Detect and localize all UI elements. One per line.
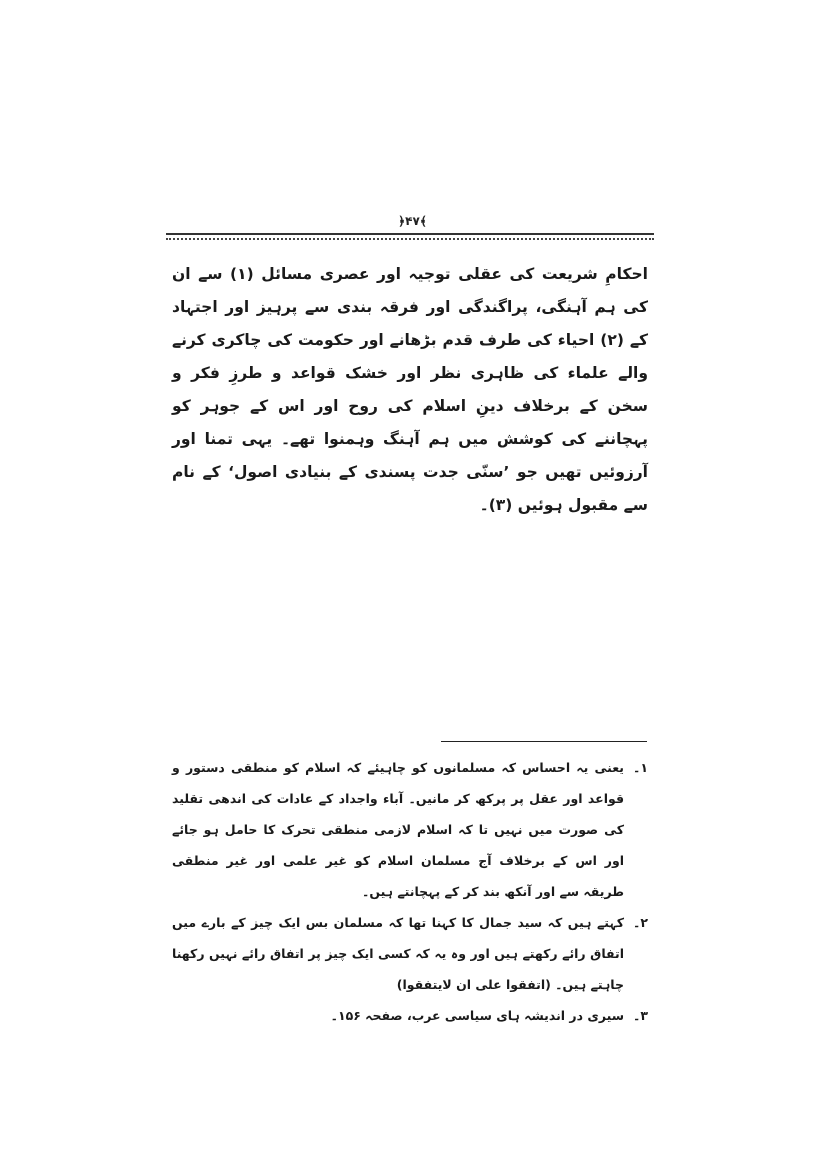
footnote-text: سیری در اندیشہ ہای سیاسی عرب، صفحہ ۱۵۶۔: [330, 1008, 624, 1023]
footnote-number: ۱۔: [633, 760, 648, 775]
footnote-item: [172, 1000, 648, 1031]
footnote-number: ۲۔: [633, 915, 648, 930]
footnotes: [172, 752, 648, 1031]
footnote-separator: [441, 741, 647, 742]
footnote-number: ۳۔: [633, 1008, 648, 1023]
body-text: [172, 258, 648, 522]
footnote-text: کہتے ہیں کہ سید جمال کا کہنا تھا کہ مسلمان بس ایک چیز کے بارے میں اتفاق رائے رکھتے ہیں اور وہ یہ کہ کسی ایک چیز پر اتفاق رائے نہیں رکھنا چاہتے ہیں۔ (اتفقوا علی ان لایتفقوا): [172, 915, 624, 992]
footnote-item: [172, 907, 648, 1000]
page-number: ﴿۴۷﴾: [398, 214, 427, 228]
header-rule-dotted: [166, 238, 654, 240]
body-paragraph: احکامِ شریعت کی عقلی توجیہ اور عصری مسائل (۱) سے ان کی ہم آہنگی، پراگندگی اور فرقہ بندی سے پرہیز اور اجتہاد کے (۲) احیاء کی طرف قدم بڑھانے اور حکومت کی چاکری کرنے والے علماء کی ظاہری نظر اور خشک قواعد و طرزِ فکر و سخن کے برخلاف دینِ اسلام کی روح اور اس کے جوہر کو پہچاننے کی کوشش میں ہم آہنگ وہمنوا تھے۔ یہی تمنا اور آرزوئیں تھیں جو ’سنّی جدت پسندی کے بنیادی اصول‘ کے نام سے مقبول ہوئیں (۳)۔: [172, 265, 648, 514]
header-rule: [166, 233, 654, 235]
footnote-item: [172, 752, 648, 907]
footnote-text: یعنی یہ احساس کہ مسلمانوں کو چاہیئے کہ اسلام کو منطقی دستور و قواعد اور عقل پر پرکھ کر مانیں۔ آباء واجداد کے عادات کی اندھی تقلید کی صورت میں نہیں تا کہ اسلام لازمی منطقی تحرک کا حامل ہو جائے اور اس کے برخلاف آج مسلمان اسلام کو غیر علمی اور غیر منطقی طریقہ سے اور آنکھ بند کر کے پہچانتے ہیں۔: [172, 760, 624, 899]
